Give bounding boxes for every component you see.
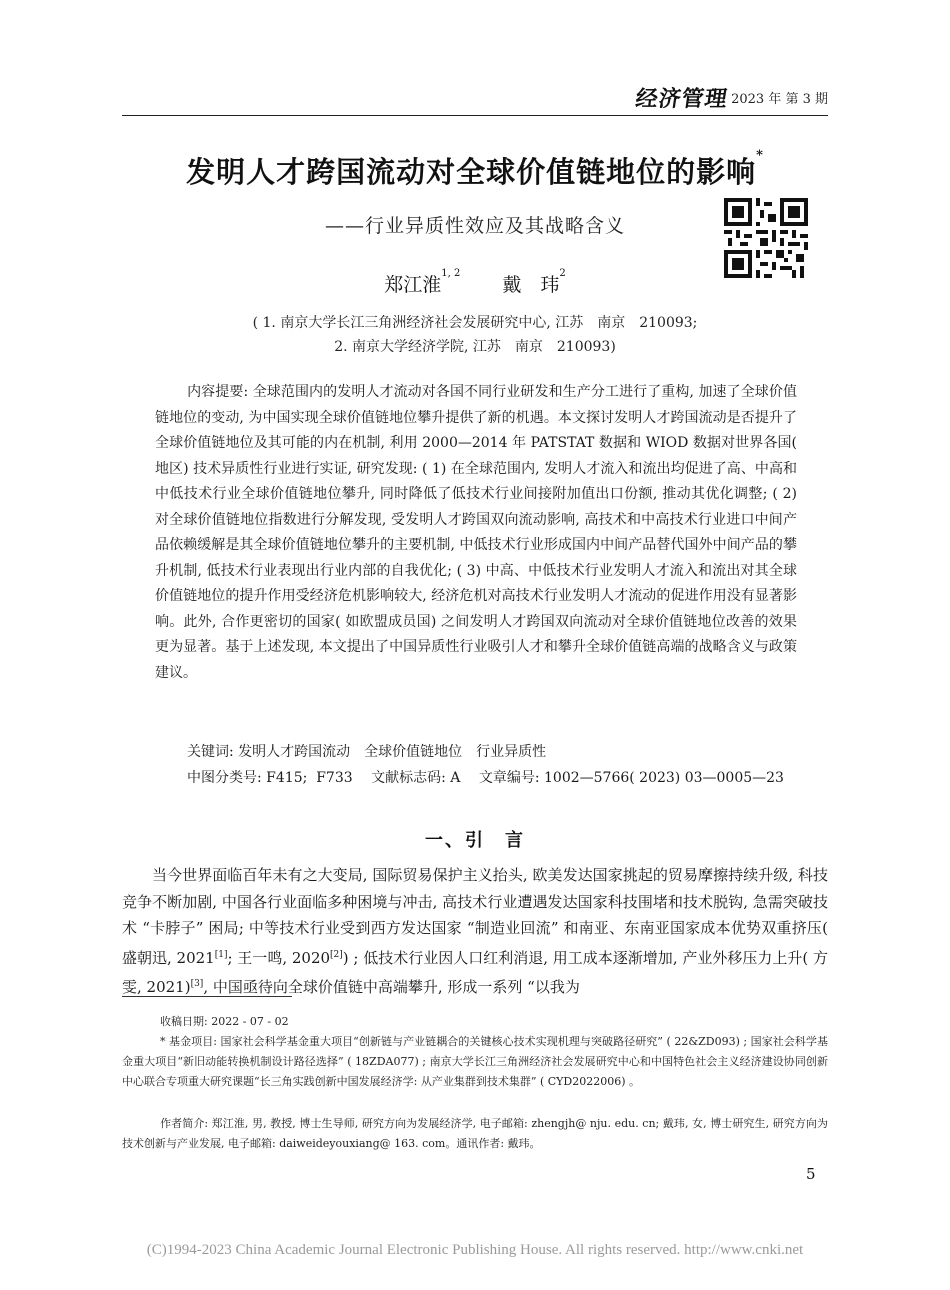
- abstract-text: 内容提要: 全球范围内的发明人才流动对各国不同行业研发和生产分工进行了重构, 加速了全球价值链地位的变动, 为中国实现全球价值链地位攀升提供了新的机遇。本文探讨发明人才跨国流动是否提升了全球价值链地位及其可能的内在机制, 利用 2000—2014 年 PATSTAT 数据和 WIOD 数据对世界各国( 地区) 技术异质性行业进行实证, 研究发现: ( 1) 在全球范围内, 发明人才流入和流出均促进了高、中高和中低技术行业全球价值链地位攀升, 同时降低了低技术行业间接附加值出口份额, 推动其优化调整; ( 2) 对全球价值链地位指数进行分解发现, 受发明人才跨国双向流动影响, 高技术和中高技术行业进口中间产品依赖缓解是其全球价值链地位攀升的主要机制, 中低技术行业形成国内中间产品替代国外中间产品的攀升机制, 低技术行业表现出行业内部的自我优化; ( 3) 中高、中低技术行业发明人才流入和流出对其全球价值链地位的提升作用受经济危机影响较大, 经济危机对高技术行业发明人才流动的促进作用没有显著影响。此外, 合作更密切的国家( 如欧盟成员国) 之间发明人才跨国双向流动对全球价值链地位改善的效果更为显著。基于上述发现, 本文提出了中国异质性行业吸引人才和攀升全球价值链高端的战略含义与政策建议。: [155, 384, 797, 681]
- affiliation: ( 1. 南京大学长江三角洲经济社会发展研究中心, 江苏 南京 210093;: [252, 315, 698, 331]
- citation-ref[interactable]: [3]: [190, 979, 204, 989]
- body-text-segment: 当今世界面临百年未有之大变局, 国际贸易保护主义抬头, 欧美发达国家挑起的贸易摩擦持续升级, 科技竞争不断加剧, 中国各行业面临多种困境与冲击, 高技术行业遭遇发达国家科技围堵和技术脱钩, 急需突破技术 “卡脖子” 困局; 中等技术行业受到西方发达国家 “制造业回流” 和南亚、东南亚国家成本优势双重挤压( 盛朝迅, 2021: [122, 866, 828, 967]
- article-subtitle: ——行业异质性效应及其战略含义: [324, 215, 625, 237]
- author-name: 郑江淮: [384, 274, 442, 296]
- journal-name: 经济管理: [633, 87, 730, 112]
- running-header: [122, 80, 828, 116]
- footnote-received: 收稿日期: 2022 - 07 - 02: [160, 1015, 289, 1028]
- author-affiliation-mark: 1, 2: [441, 268, 461, 279]
- abstract: [155, 380, 797, 686]
- body-text-segment: , 中国亟待向全球价值链中高端攀升, 形成一系列 “以我为: [203, 978, 580, 996]
- citation-ref[interactable]: [1]: [214, 949, 228, 960]
- body-paragraph: [122, 862, 828, 1001]
- footnote-divider: [122, 996, 292, 997]
- issue-label: 2023 年 第 3 期: [731, 92, 828, 107]
- copyright-watermark: (C)1994-2023 China Academic Journal Electronic Publishing House. All rights reserved. http://www.cnki.net: [146, 1242, 804, 1258]
- body-text-segment: ; 王一鸣, 2020: [227, 948, 331, 967]
- body-text-segment: ) ; 低技术行业因人口红利消退, 用工成本逐渐增加, 产业外移压力上升( 方雯, 2021): [122, 948, 828, 996]
- citation-ref[interactable]: [2]: [330, 949, 343, 960]
- title-text: 发明人才跨国流动对全球价值链地位的影响: [186, 155, 757, 189]
- footnote-authors: 作者简介: 郑江淮, 男, 教授, 博士生导师, 研究方向为发展经济学, 电子邮箱: zhengjh@ nju. edu. cn; 戴玮, 女, 博士研究生, 研究方向为技术创新与产业发展, 电子邮箱: daiweideyouxiang@ 163. com。通讯作者: 戴玮。: [122, 1117, 828, 1150]
- author-name: 戴 玮: [502, 274, 560, 296]
- title-footnote-mark: *: [756, 148, 764, 163]
- qr-code-icon: [724, 198, 808, 278]
- classification-line: 中图分类号: F415; F733 文献标志码: A 文章编号: 1002—5766( 2023) 03—0005—23: [187, 770, 784, 786]
- footnote-fund: * 基金项目: 国家社会科学基金重大项目“创新链与产业链耦合的关键核心技术实现机理与突破路径研究” ( 22&ZD093) ; 国家社会科学基金重大项目“新旧动能转换机制设计路径选择” ( 18ZDA077) ; 南京大学长江三角洲经济社会发展研究中心和中国特色社会主义经济建设协同创新中心联合专项重大研究课题“长三角实践创新中国发展经济学: 从产业集群到技术集群” ( CYD2022006) 。: [122, 1035, 828, 1088]
- keywords: 关键词: 发明人才跨国流动 全球价值链地位 行业异质性: [187, 744, 547, 760]
- affiliation: 2. 南京大学经济学院, 江苏 南京 210093): [334, 339, 616, 355]
- page-number: 5: [806, 1165, 816, 1183]
- author-line: [0, 270, 950, 297]
- section-heading: 一、引 言: [425, 830, 525, 851]
- author-affiliation-mark: 2: [559, 268, 566, 279]
- article-title: [0, 150, 950, 191]
